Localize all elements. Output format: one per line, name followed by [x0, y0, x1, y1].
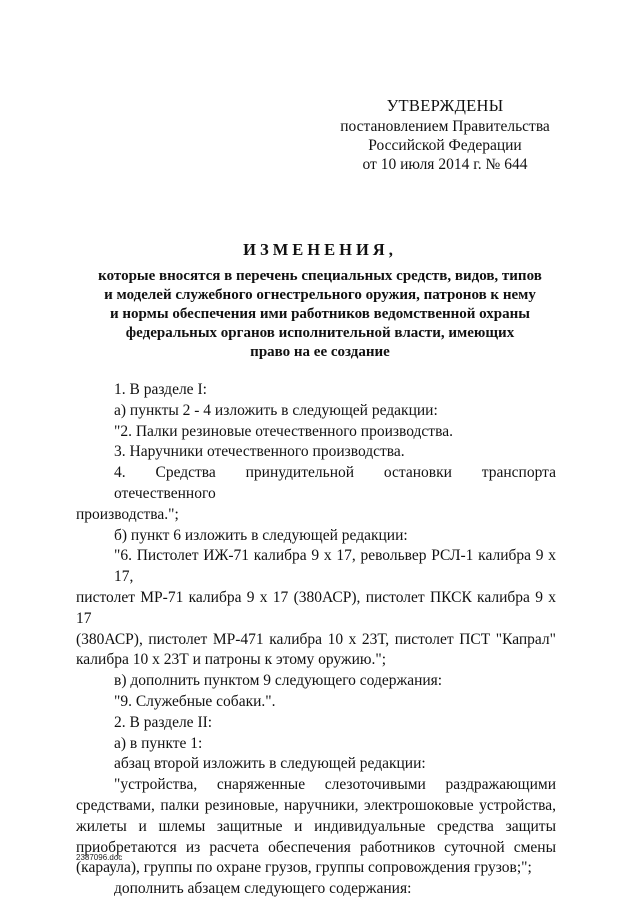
text-line: в) дополнить пунктом 9 следующего содержания: [114, 672, 443, 690]
paragraph-add-abzac [76, 879, 556, 900]
text-line: "6. Пистолет ИЖ-71 калибра 9 х 17, револьвер РСЛ-1 калибра 9 х 17, [114, 547, 556, 586]
subtitle-line: право на ее создание [250, 344, 390, 360]
text-line: дополнить абзацем следующего содержания: [114, 880, 412, 898]
subtitle-line: которые вносятся в перечень специальных средств, видов, типов [98, 268, 542, 284]
file-reference: 2387096.doc [76, 853, 123, 862]
document-body [76, 380, 556, 900]
subtitle-line: и нормы обеспечения ими работников ведомственной охраны [110, 306, 530, 322]
paragraph-section-2 [76, 713, 556, 734]
text-line: калибра 10 х 23Т и патроны к этому оружию."; [76, 651, 387, 669]
document-subtitle [70, 267, 570, 362]
paragraph-item-a-point-1 [76, 734, 556, 755]
text-line: а) в пункте 1: [114, 734, 203, 752]
paragraph-section-1 [76, 380, 556, 401]
paragraph-second-abzac [76, 754, 556, 775]
paragraph-point-2 [76, 422, 556, 443]
subtitle-line: федеральных органов исполнительной власти, имеющих [125, 325, 515, 341]
text-line: а) пункты 2 - 4 изложить в следующей редакции: [114, 401, 438, 419]
text-line: "9. Служебные собаки.". [114, 692, 276, 710]
approval-line-2: Российской Федерации [368, 137, 522, 154]
text-line: жилеты и шлемы защитные и индивидуальные средства защиты [76, 817, 556, 835]
document-title: ИЗМЕНЕНИЯ, [243, 240, 397, 259]
text-line: 2. В разделе II: [114, 713, 213, 731]
approval-heading: УТВЕРЖДЕНЫ [386, 96, 504, 115]
subtitle-line: и моделей служебного огнестрельного оружия, патронов к нему [104, 287, 536, 303]
text-line: абзац второй изложить в следующей редакции: [114, 755, 426, 773]
text-line: производства."; [76, 505, 179, 523]
text-line: 1. В разделе I: [114, 381, 207, 398]
text-line: (караула), группы по охране грузов, группы сопровождения грузов;"; [76, 859, 532, 877]
approval-line-1: постановлением Правительства [340, 118, 550, 135]
approval-block [300, 96, 590, 174]
paragraph-item-a [76, 401, 556, 422]
text-line: 3. Наручники отечественного производства. [114, 443, 405, 461]
paragraph-point-4 [76, 463, 556, 525]
paragraph-item-b [76, 526, 556, 547]
text-line: 4. Средства принудительной остановки транспорта отечественного [114, 464, 556, 502]
text-line: средствами, палки резиновые, наручники, электрошоковые устройства, [76, 796, 556, 814]
paragraph-point-3 [76, 442, 556, 463]
text-line: б) пункт 6 изложить в следующей редакции: [114, 526, 408, 544]
paragraph-point-6 [76, 546, 556, 671]
text-line: "2. Палки резиновые отечественного производства. [114, 422, 453, 440]
approval-line-3: от 10 июля 2014 г. № 644 [362, 156, 528, 173]
paragraph-point-9 [76, 692, 556, 713]
paragraph-devices [76, 775, 556, 879]
text-line: "устройства, снаряженные слезоточивыми раздражающими [114, 776, 556, 794]
text-line: (380АСР), пистолет МР-471 калибра 10 х 23Т, пистолет ПСТ "Капрал" [76, 630, 556, 648]
text-line: приобретаются из расчета обеспечения работников суточной смены [76, 838, 556, 856]
paragraph-item-c [76, 671, 556, 692]
text-line: пистолет МР-71 калибра 9 х 17 (380АСР), пистолет ПКСК калибра 9 х 17 [76, 588, 556, 627]
